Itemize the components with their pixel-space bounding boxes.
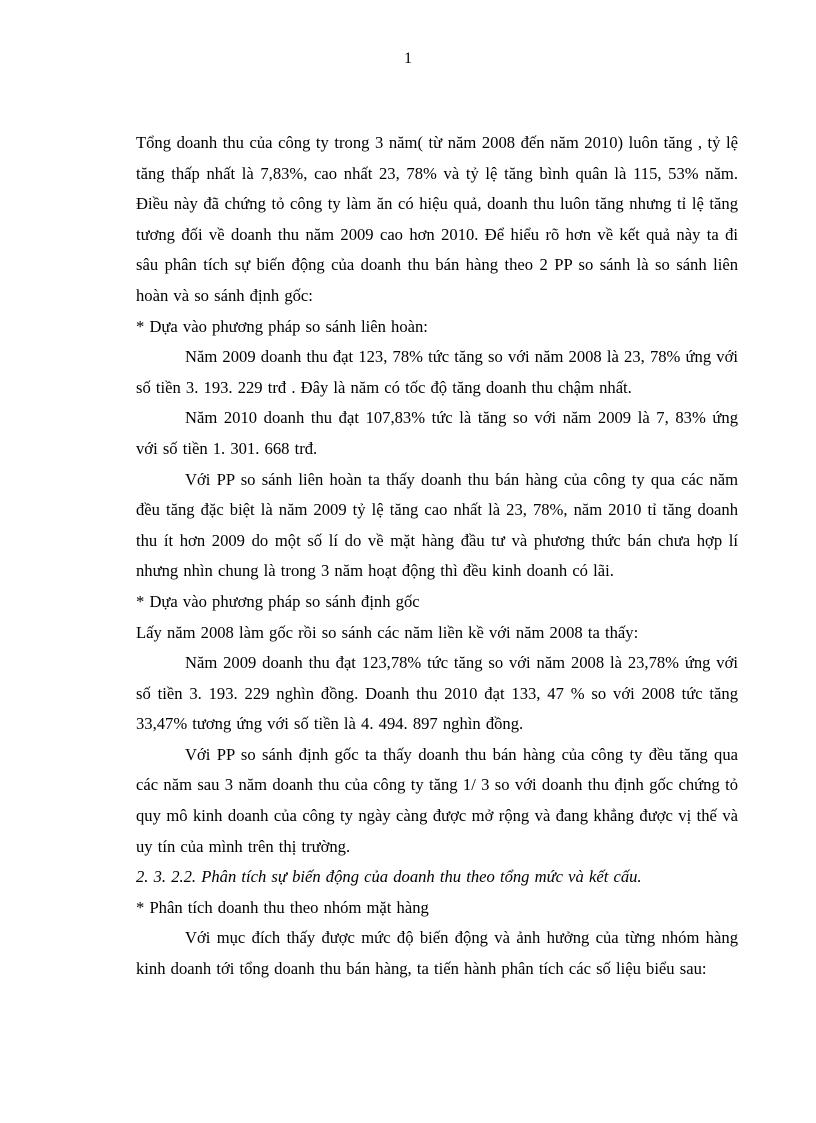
paragraph-summary: Tổng doanh thu của công ty trong 3 năm( từ năm 2008 đến năm 2010) luôn tăng , tỷ lệ tăng thấp nhất là 7,83%, cao nhất 23, 78% và tỷ lệ tăng bình quân là 115, 53% năm. Điều này đã chứng tỏ công ty làm ăn có hiệu quả, doanh thu luôn tăng nhưng tỉ lệ tăng tương đối về doanh thu năm 2009 cao hơn 2010. Để hiểu rõ hơn về kết quả này ta đi sâu phân tích sự biến động của doanh thu bán hàng theo 2 PP so sánh là so sánh liên hoàn và so sánh định gốc: [136,133,738,305]
document-body [136,128,738,985]
bullet-base-method: * Dựa vào phương pháp so sánh định gốc [136,591,420,611]
paragraph-2009-chain: Năm 2009 doanh thu đạt 123, 78% tức tăng so với năm 2008 là 23, 78% ứng với số tiền 3. 193. 229 trđ . Đây là năm có tốc độ tăng doanh thu chậm nhất. [136,347,738,397]
paragraph-chain-conclusion: Với PP so sánh liên hoàn ta thấy doanh thu bán hàng của công ty qua các năm đều tăng đặc biệt là năm 2009 tỷ lệ tăng cao nhất là 23, 78%, năm 2010 tỉ tăng doanh thu ít hơn 2009 do một số lí do về mặt hàng đầu tư và phương thức bán chưa hợp lí nhưng nhìn chung là trong 3 năm hoạt động thì đều kinh doanh có lãi. [136,469,738,581]
page-number: 1 [404,50,412,67]
paragraph-base-conclusion: Với PP so sánh định gốc ta thấy doanh thu bán hàng của công ty đều tăng qua các năm sau 3 năm doanh thu của công ty tăng 1/ 3 so với doanh thu định gốc chứng tỏ quy mô kinh doanh của công ty ngày càng được mở rộng và đang khẳng được vị thế và uy tín của mình trên thị trường. [136,744,738,856]
bullet-chain-method: * Dựa vào phương pháp so sánh liên hoàn: [136,316,428,336]
paragraph-base-intro: Lấy năm 2008 làm gốc rồi so sánh các năm liền kề với năm 2008 ta thấy: [136,622,639,642]
paragraph-product-group-intro: Với mục đích thấy được mức độ biến động và ảnh hưởng của từng nhóm hàng kinh doanh tới tổng doanh thu bán hàng, ta tiến hành phân tích các số liệu biểu sau: [136,928,738,979]
paragraph-base-2009-2010: Năm 2009 doanh thu đạt 123,78% tức tăng so với năm 2008 là 23,78% ứng với số tiền 3. 193. 229 nghìn đồng. Doanh thu 2010 đạt 133, 47 % so với 2008 tức tăng 33,47% tương ứng với số tiền là 4. 494. 897 nghìn đồng. [136,653,738,734]
bullet-product-group: * Phân tích doanh thu theo nhóm mặt hàng [136,897,429,917]
paragraph-2010-chain: Năm 2010 doanh thu đạt 107,83% tức là tăng so với năm 2009 là 7, 83% ứng với số tiền 1. 301. 668 trđ. [136,408,738,458]
section-heading: 2. 3. 2.2. Phân tích sự biến động của doanh thu theo tổng mức và kết cấu. [136,867,642,887]
